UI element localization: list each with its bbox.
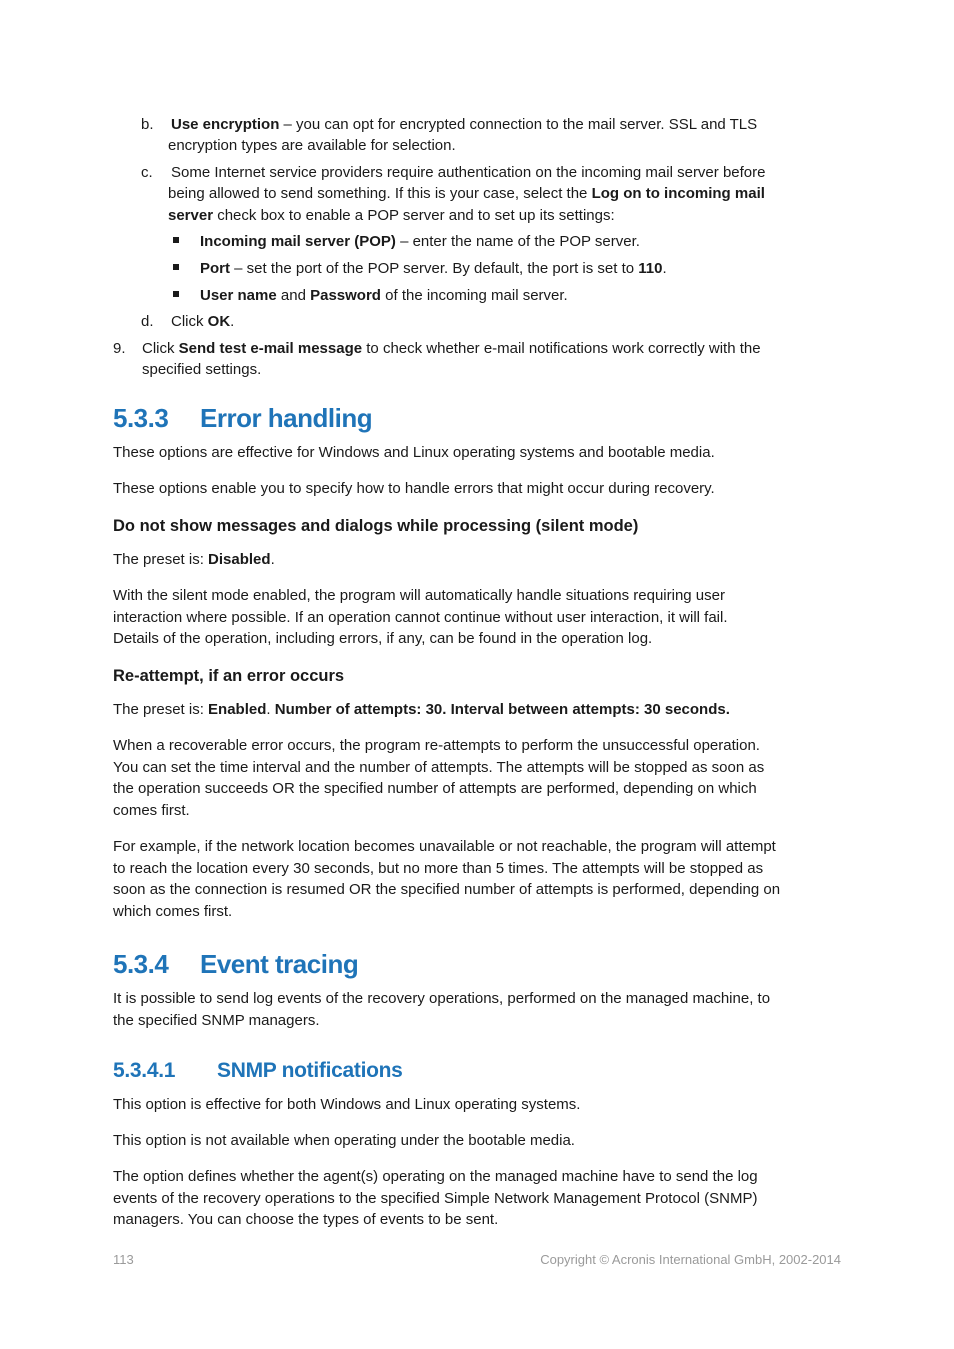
- paragraph: This option is effective for both Windows and Linux operating systems.: [113, 1096, 581, 1113]
- list-item-b: Use encryption – you can opt for encrypted connection to the mail server. SSL and TLS encryption types are available for selection.: [168, 116, 758, 155]
- paragraph: These options are effective for Windows and Linux operating systems and bootable media.: [113, 444, 715, 461]
- paragraph: With the silent mode enabled, the program will automatically handle situations requiring user interaction where possible. If an operation cannot continue without user interaction, it will fail. Details of the operation, including errors, if any, can be found in the operation log.: [113, 587, 728, 647]
- page-number: 113: [113, 1252, 134, 1267]
- list-item-9: Click Send test e-mail message to check whether e-mail notifications work correctly with the specified settings.: [142, 340, 761, 379]
- bullet-square-icon: [173, 291, 179, 297]
- paragraph: These options enable you to specify how to handle errors that might occur during recovery.: [113, 480, 715, 497]
- paragraph: This option is not available when operating under the bootable media.: [113, 1132, 575, 1149]
- list-item-c: Some Internet service providers require authentication on the incoming mail server before being allowed to send something. If this is your case, select the Log on to incoming mail server check box to enable a POP server and to set up its settings:: [168, 164, 766, 224]
- copyright-notice: Copyright © Acronis International GmbH, 2002-2014: [540, 1252, 841, 1267]
- list-marker-d: d.: [141, 313, 154, 330]
- section-heading-event-tracing: 5.3.4 Event tracing: [113, 949, 359, 979]
- bullet-square-icon: [173, 237, 179, 243]
- preset-line: The preset is: Disabled.: [113, 551, 275, 568]
- list-marker-c: c.: [141, 164, 153, 181]
- bullet-item-credentials: User name and Password of the incoming mail server.: [200, 287, 568, 304]
- paragraph: For example, if the network location becomes unavailable or not reachable, the program will attempt to reach the location every 30 seconds, but no more than 5 times. The attempts will be stopped as soon as the connection is resumed OR the specified number of attempts is performed, depending on which comes first.: [113, 838, 781, 920]
- section-heading-snmp-notifications: 5.3.4.1 SNMP notifications: [113, 1059, 403, 1082]
- preset-line: The preset is: Enabled. Number of attempts: 30. Interval between attempts: 30 seconds.: [113, 701, 730, 718]
- paragraph: The option defines whether the agent(s) operating on the managed machine have to send the log events of the recovery operations to the specified Simple Network Management Protocol (SNMP) managers. You can choose the types of events to be sent.: [113, 1168, 758, 1228]
- subheading-silent-mode: Do not show messages and dialogs while processing (silent mode): [113, 517, 639, 535]
- list-item-d: Click OK.: [171, 313, 235, 330]
- list-marker-b: b.: [141, 116, 154, 133]
- bullet-item-port: Port – set the port of the POP server. By default, the port is set to 110.: [200, 260, 667, 277]
- list-marker-9: 9.: [113, 340, 126, 357]
- paragraph: It is possible to send log events of the recovery operations, performed on the managed machine, to the specified SNMP managers.: [113, 990, 771, 1029]
- section-heading-error-handling: 5.3.3 Error handling: [113, 403, 373, 433]
- bullet-item-pop-server: Incoming mail server (POP) – enter the name of the POP server.: [200, 233, 640, 250]
- bullet-square-icon: [173, 264, 179, 270]
- subheading-reattempt: Re-attempt, if an error occurs: [113, 667, 345, 685]
- paragraph: When a recoverable error occurs, the program re-attempts to perform the unsuccessful operation. You can set the time interval and the number of attempts. The attempts will be stopped as soon as the operation succeeds OR the specified number of attempts are performed, depending on which comes first.: [113, 737, 765, 819]
- use-encryption-label: Use encryption: [171, 116, 280, 133]
